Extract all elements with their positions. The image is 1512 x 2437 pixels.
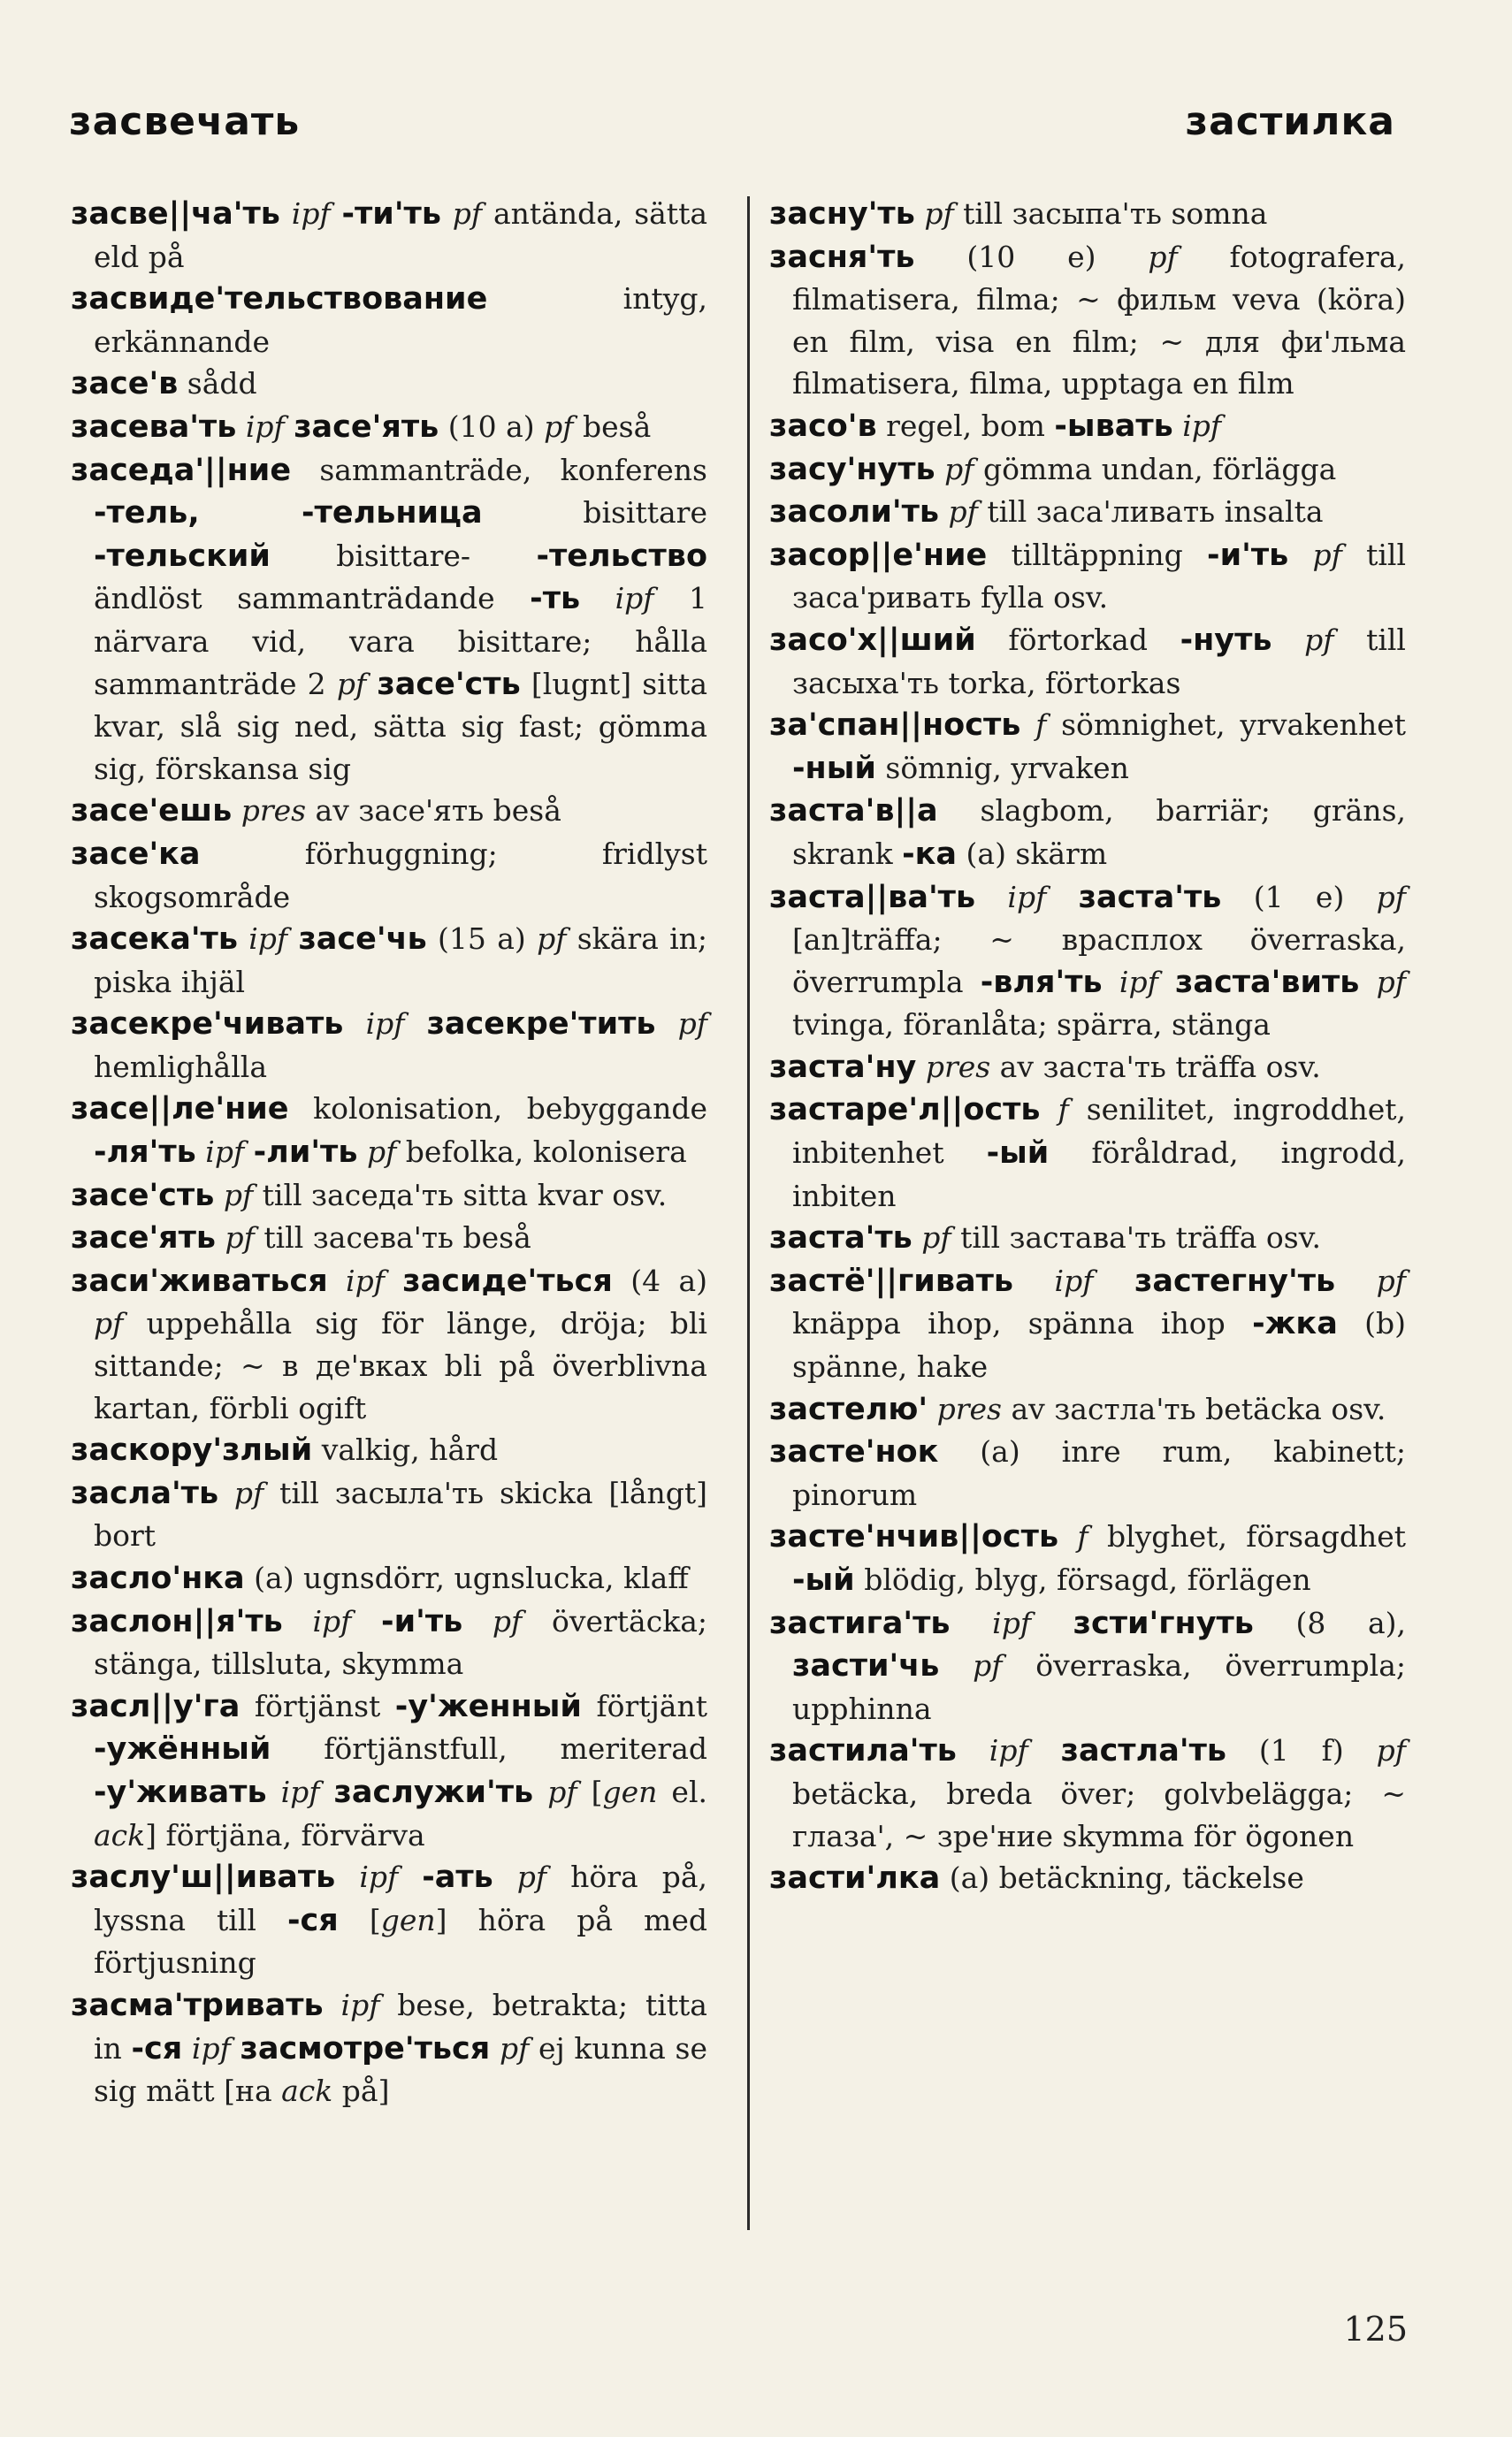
- headword: застига'ть: [769, 1605, 951, 1641]
- definition-text: av застла'ть betäcka osv.: [1001, 1391, 1386, 1426]
- derived-form: засти'чь: [792, 1648, 940, 1685]
- definition-text: regel, bom: [876, 408, 1055, 443]
- page-number: 125: [1343, 2310, 1408, 2349]
- derived-form: -ть: [530, 581, 581, 617]
- grammar-label: ipf: [282, 1603, 382, 1639]
- grammar-label: pres: [928, 1391, 1002, 1426]
- definition-text: (a) betäckning, täckelse: [940, 1860, 1304, 1896]
- headword: застила'ть: [769, 1733, 957, 1769]
- grammar-label: ipf: [195, 1134, 254, 1170]
- definition-text: (a) ugnsdörr, ugnslucka, klaff: [244, 1561, 689, 1595]
- headword: заста||ва'ть: [769, 879, 976, 915]
- grammar-label: pf: [493, 1860, 547, 1895]
- grammar-label: pf: [914, 196, 954, 231]
- headword: засека'ть: [71, 921, 238, 958]
- headword: засиде'ться: [402, 1263, 613, 1299]
- headword: засу'нуть: [769, 451, 935, 487]
- dictionary-entry: [769, 1260, 1406, 1388]
- definition-text: senilitet, ingroddhet, inbitenhet: [792, 1092, 1406, 1171]
- derived-form: -тельство: [536, 538, 707, 574]
- headword: застаре'л||ость: [769, 1092, 1041, 1128]
- dictionary-entry: [71, 1984, 707, 2112]
- dictionary-entry: [769, 704, 1406, 790]
- definition-text: på]: [332, 2074, 390, 2109]
- grammar-label: ipf: [279, 196, 342, 231]
- derived-form: -ся: [131, 2030, 183, 2066]
- grammar-label: ipf: [1013, 1263, 1134, 1298]
- headword: застелю': [769, 1391, 928, 1427]
- definition-text: bisittare: [482, 495, 707, 531]
- dictionary-entry: [71, 790, 707, 833]
- grammar-label: pf: [336, 666, 378, 701]
- dictionary-entry: [769, 405, 1406, 448]
- headword: заси'живаться: [71, 1263, 328, 1299]
- grammar-label: pf: [94, 1306, 124, 1341]
- definition-text: (4 a): [612, 1263, 707, 1298]
- definition-text: till заса'ливать insalta: [977, 494, 1324, 530]
- definition-text: föråldrad, ingrodd, inbiten: [792, 1135, 1406, 1213]
- grammar-label: pf: [912, 1220, 951, 1256]
- headword: за'спан||ность: [769, 707, 1021, 744]
- grammar-label: pf: [939, 494, 978, 530]
- headword: засе'ять: [294, 409, 439, 445]
- derived-form: -ся: [287, 1902, 339, 1938]
- grammar-label: pf: [544, 409, 574, 444]
- definition-text: tvinga, föranlåta; spärra, stänga: [792, 1007, 1271, 1043]
- definition-text: (10 e): [914, 239, 1149, 274]
- grammar-label: f: [1040, 1092, 1069, 1127]
- definition-text: kolonisation, bebyggande: [288, 1091, 707, 1127]
- derived-form: -у'женный: [394, 1688, 582, 1724]
- grammar-label: pres: [232, 793, 307, 829]
- headword: засма'тривать: [71, 1987, 324, 2023]
- dictionary-entry: [71, 1429, 707, 1472]
- definition-text: el.: [657, 1774, 707, 1809]
- running-head-left: засвечать: [69, 99, 301, 144]
- definition-text: (a) skärm: [957, 836, 1108, 871]
- definition-text: (10 a): [439, 409, 545, 444]
- definition-text: ] förtjäna, förvärva: [145, 1817, 425, 1853]
- definition-text: betäcka, breda över; golvbelägga; ~ глаза', ~ зре'ние skymma för ögonen: [792, 1776, 1406, 1853]
- dictionary-entry: [71, 278, 707, 363]
- headword: засе'в: [71, 366, 179, 402]
- definition-text: sömnighet, yrvakenhet: [1046, 707, 1406, 743]
- definition-text: ändlöst sammanträdande: [94, 581, 531, 616]
- grammar-label: ipf: [956, 1733, 1061, 1769]
- grammar-label: pf: [935, 451, 974, 486]
- dictionary-entry: [769, 790, 1406, 875]
- derived-form: -ный: [792, 750, 876, 786]
- definition-text: blödig, blyg, försagd, förlägen: [854, 1562, 1311, 1597]
- derived-form: -у'живать: [94, 1774, 267, 1810]
- definition-text: (1 e): [1221, 879, 1377, 914]
- headword: заседа'||ние: [71, 452, 292, 488]
- definition-text: övertäcka; stänga, tillsluta, skymma: [94, 1603, 708, 1682]
- definition-text: uppehålla sig för länge, dröja; bli sittande; ~ в де'вках bli på överblivna kartan, förbli ogift: [94, 1306, 707, 1425]
- headword: засе||ле'ние: [71, 1091, 289, 1127]
- headword: заслу'ш||ивать: [71, 1860, 336, 1896]
- dictionary-entry: [71, 1856, 707, 1984]
- grammar-label: gen: [380, 1902, 436, 1937]
- definition-text: förtorkad: [975, 622, 1180, 657]
- grammar-label: pf: [533, 1774, 577, 1809]
- headword: засо'х||ший: [769, 622, 976, 658]
- derived-form: -ля'ть: [94, 1134, 196, 1171]
- derived-form: заслужи'ть: [333, 1774, 534, 1810]
- headword: заскору'злый: [71, 1432, 313, 1469]
- grammar-label: ack: [94, 1817, 146, 1853]
- dictionary-entry: [769, 1602, 1406, 1730]
- dictionary-entry: [71, 1685, 707, 1856]
- dictionary-entry: [71, 1174, 707, 1218]
- definition-text: (1 f): [1226, 1733, 1377, 1769]
- headword: заста'ть: [769, 1220, 913, 1257]
- definition-text: bisittare-: [270, 538, 537, 573]
- grammar-label: ipf: [323, 1987, 380, 2022]
- dictionary-entry: [71, 406, 707, 449]
- definition-text: skära in; piska ihjäl: [94, 921, 707, 999]
- dictionary-entry: [769, 491, 1406, 534]
- definition-text: gömma undan, förlägga: [974, 451, 1337, 486]
- definition-text: ej kunna se sig mätt [на: [94, 2030, 707, 2109]
- headword: засня'ть: [769, 239, 915, 275]
- grammar-label: pf: [939, 1648, 1003, 1684]
- grammar-label: pf: [1376, 1733, 1406, 1769]
- derived-form: заста'вить: [1175, 964, 1360, 1000]
- grammar-label: ipf: [343, 1006, 427, 1042]
- grammar-label: pf: [218, 1475, 264, 1510]
- grammar-label: ipf: [580, 581, 654, 616]
- definition-text: befolka, kolonisera: [396, 1134, 687, 1170]
- grammar-label: pres: [916, 1049, 991, 1084]
- definition-text: till заса'ривать fylla osv.: [792, 537, 1406, 615]
- definition-text: till застава'ть träffa osv.: [951, 1220, 1321, 1256]
- definition-text: (8 a),: [1253, 1605, 1407, 1640]
- derived-form: -жка: [1252, 1306, 1338, 1342]
- headword: засоли'ть: [769, 494, 940, 531]
- headword: засл||у'га: [71, 1688, 241, 1724]
- headword: засте'нчив||ость: [769, 1519, 1059, 1555]
- grammar-label: pf: [1376, 879, 1406, 914]
- derived-form: -вля'ть: [980, 964, 1103, 1000]
- dictionary-entry: [71, 1003, 707, 1088]
- derived-form: -тельский: [94, 538, 271, 574]
- headword: засе'ешь: [71, 793, 233, 829]
- dictionary-entry: [769, 193, 1406, 236]
- definition-text: till засыха'ть torka, förtorkas: [792, 622, 1406, 700]
- grammar-label: ipf: [266, 1774, 334, 1809]
- derived-form: -и'ть: [1207, 537, 1289, 573]
- derived-form: -ли'ть: [253, 1134, 358, 1171]
- grammar-label: gen: [602, 1774, 658, 1809]
- grammar-label: pf: [490, 2030, 530, 2066]
- grammar-label: f: [1058, 1519, 1088, 1555]
- definition-text: [an]träffa; ~ врасплох överraska, överrumpla: [792, 922, 1406, 999]
- definition-text: fotografera, filmatisera, filma; ~ фильм veva (köra) en film, visa en film; ~ для фи'льма filmatisera, filma, upptaga en film: [792, 239, 1406, 401]
- dictionary-entry: [71, 363, 707, 406]
- grammar-label: ipf: [1172, 408, 1222, 443]
- dictionary-entry: [71, 1472, 707, 1557]
- definition-text: förtjänst: [240, 1688, 395, 1723]
- definition-text: antända, sätta eld på: [94, 196, 708, 274]
- definition-text: ] höra på med förtjusning: [94, 1902, 707, 1981]
- grammar-label: ipf: [975, 879, 1079, 914]
- dictionary-entry: [769, 1217, 1406, 1260]
- definition-text: hemlighålla: [94, 1049, 268, 1084]
- definition-text: [lugnt] sitta kvar, slå sig ned, sätta sig fast; gömma sig, förskansa sig: [94, 666, 707, 786]
- dictionary-entry: [769, 1516, 1406, 1601]
- grammar-label: ipf: [182, 2030, 241, 2066]
- definition-text: förtjänt: [581, 1688, 707, 1723]
- dictionary-entry: [769, 619, 1406, 704]
- headword: засти'лка: [769, 1860, 941, 1897]
- grammar-label: pf: [537, 921, 567, 957]
- grammar-label: pf: [1271, 622, 1334, 657]
- derived-form: -ывать: [1054, 408, 1173, 444]
- definition-text: bese, betrakta; titta in: [94, 1987, 707, 2066]
- dictionary-entry: [71, 193, 707, 278]
- derived-form: заста'ть: [1078, 879, 1222, 915]
- headword: засе'ка: [71, 836, 201, 872]
- dictionary-entry: [71, 1260, 707, 1429]
- grammar-label: ipf: [950, 1605, 1073, 1640]
- definition-text: (15 a): [426, 921, 538, 957]
- grammar-label: pf: [462, 1603, 523, 1639]
- headword: засла'ть: [71, 1475, 219, 1511]
- derived-form: -ый: [792, 1562, 855, 1598]
- definition-text: (b) spänne, hake: [792, 1306, 1406, 1385]
- definition-text: av заста'ть träffa osv.: [990, 1049, 1321, 1084]
- dictionary-entry: [71, 1600, 707, 1685]
- headword: -ти'ть: [341, 196, 441, 232]
- grammar-label: pf: [440, 196, 483, 231]
- definition-text: sömnig, yrvaken: [875, 750, 1129, 785]
- grammar-label: ack: [281, 2074, 333, 2109]
- derived-form: -ка: [902, 836, 958, 872]
- definition-text: [: [338, 1902, 381, 1937]
- dictionary-entry: [769, 1388, 1406, 1432]
- headword: застла'ть: [1060, 1733, 1226, 1769]
- dictionary-entry: [769, 1431, 1406, 1516]
- running-head-right: застилка: [1185, 99, 1395, 144]
- headword: засе'чь: [298, 921, 427, 958]
- headword: засекре'чивать: [71, 1006, 344, 1043]
- dictionary-entry: [769, 534, 1406, 619]
- definition-text: till заседа'ть sitta kvar osv.: [253, 1177, 668, 1212]
- grammar-label: ipf: [237, 921, 299, 957]
- headword: заста'в||а: [769, 793, 938, 829]
- headword: засор||е'ние: [769, 537, 988, 573]
- dictionary-entry: [71, 1088, 707, 1173]
- dictionary-entry: [71, 449, 707, 791]
- left-column: [71, 193, 707, 2112]
- definition-text: intyg, erkännande: [94, 281, 707, 359]
- headword: засве||ча'ть: [71, 196, 280, 232]
- headword: застё'||гивать: [769, 1263, 1014, 1299]
- definition-text: förtjänstfull, meriterad: [271, 1731, 707, 1767]
- definition-text: 1 närvara vid, vara bisittare; hålla sammanträde 2: [94, 581, 707, 701]
- grammar-label: pf: [1335, 1263, 1407, 1298]
- headword: засо'в: [769, 408, 877, 444]
- definition-text: höra på, lyssna till: [94, 1860, 707, 1937]
- headword: засло'нка: [71, 1561, 245, 1596]
- definition-text: av засе'ять beså: [306, 793, 561, 829]
- definition-text: valkig, hård: [312, 1432, 499, 1468]
- headword: заслон||я'ть: [71, 1603, 283, 1639]
- right-column: [769, 193, 1406, 1900]
- derived-form: -нуть: [1180, 622, 1272, 658]
- derived-form: -ать: [422, 1860, 493, 1896]
- dictionary-entry: [71, 918, 707, 1003]
- definition-text: till засыпа'ть somna: [953, 196, 1268, 231]
- grammar-label: pf: [214, 1177, 254, 1212]
- grammar-label: pf: [357, 1134, 397, 1170]
- headword: зсти'гнуть: [1073, 1605, 1254, 1641]
- dictionary-entry: [71, 1557, 707, 1600]
- grammar-label: ipf: [236, 409, 294, 444]
- definition-text: slagbom, barriär; gräns, skrank: [792, 793, 1406, 871]
- grammar-label: f: [1020, 707, 1047, 743]
- dictionary-entry: [71, 1217, 707, 1260]
- dictionary-entry: [769, 1089, 1406, 1217]
- definition-text: till засыла'ть skicka [långt] bort: [94, 1475, 708, 1554]
- definition-text: (a) inre rum, kabinett; pinorum: [792, 1434, 1406, 1512]
- grammar-label: pf: [1359, 964, 1407, 999]
- grammar-label: pf: [216, 1220, 255, 1256]
- derived-form: засмотре'ться: [240, 2030, 491, 2066]
- grammar-label: pf: [655, 1006, 707, 1042]
- derived-form: -ужённый: [94, 1731, 271, 1768]
- dictionary-entry: [769, 1730, 1406, 1857]
- definition-text: sådd: [178, 366, 257, 401]
- grammar-label: ipf: [327, 1263, 403, 1298]
- derived-form: -тель, -тельница: [94, 495, 483, 531]
- grammar-label: ipf: [335, 1860, 423, 1895]
- dictionary-entry: [769, 1046, 1406, 1089]
- definition-text: till засева'ть beså: [254, 1220, 531, 1256]
- dictionary-entry: [769, 236, 1406, 405]
- headword: засе'сть: [71, 1177, 215, 1213]
- definition-text: förhuggning; fridlyst skogsområde: [94, 836, 707, 914]
- column-divider: [747, 196, 750, 2230]
- definition-text: knäppa ihop, spänna ihop: [792, 1306, 1253, 1341]
- headword: засну'ть: [769, 196, 915, 232]
- headword: засева'ть: [71, 409, 237, 445]
- headword: засвиде'тельствование: [71, 281, 488, 317]
- derived-form: -ый: [986, 1135, 1050, 1172]
- headword: заста'ну: [769, 1049, 917, 1085]
- dictionary-entry: [71, 833, 707, 918]
- headword: засекре'тить: [426, 1006, 656, 1043]
- grammar-label: pf: [1148, 239, 1178, 274]
- grammar-label: ipf: [1102, 964, 1176, 999]
- definition-text: beså: [573, 409, 652, 444]
- definition-text: blyghet, försagdhet: [1088, 1519, 1406, 1555]
- headword: засе'ять: [71, 1220, 217, 1257]
- derived-form: застегну'ть: [1134, 1263, 1336, 1299]
- definition-text: tilltäppning: [987, 537, 1208, 572]
- dictionary-entry: [769, 876, 1406, 1046]
- derived-form: засе'сть: [377, 666, 521, 702]
- grammar-label: pf: [1288, 537, 1342, 572]
- derived-form: -и'ть: [381, 1603, 463, 1639]
- definition-text: sammanträde, konferens: [291, 452, 707, 487]
- definition-text: överraska, överrumpla; upphinna: [792, 1648, 1406, 1726]
- definition-text: [: [577, 1774, 603, 1809]
- dictionary-entry: [769, 448, 1406, 492]
- dictionary-entry: [769, 1857, 1406, 1900]
- headword: засте'нок: [769, 1434, 939, 1471]
